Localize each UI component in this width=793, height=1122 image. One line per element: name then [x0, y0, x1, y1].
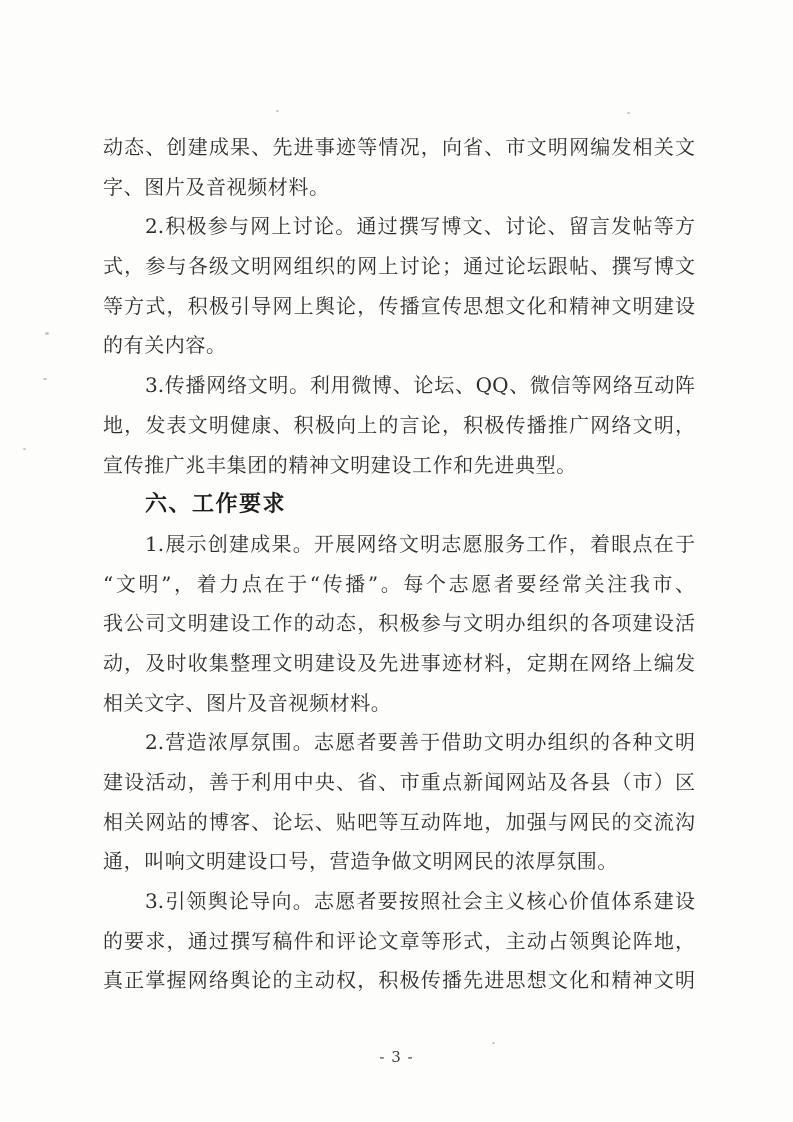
scan-speck	[43, 378, 47, 380]
scan-speck	[492, 1042, 495, 1044]
scan-speck	[45, 332, 49, 335]
text-line: 宣传推广兆丰集团的精神文明建设工作和先进典型。	[103, 452, 577, 477]
page-number: - 3 -	[379, 1048, 414, 1066]
text-line: 2.营造浓厚氛围。志愿者要善于借助文明办组织的各种文明	[145, 730, 695, 755]
text-line: 建设活动，善于利用中央、省、市重点新闻网站及各县（市）区	[103, 770, 695, 794]
text-line: 2.积极参与网上讨论。通过撰写博文、讨论、留言发帖等方	[145, 214, 695, 239]
text-line: 我公司文明建设工作的动态，积极参与文明办组织的各项建设活	[103, 611, 695, 636]
text-line: 3.引领舆论导向。志愿者要按照社会主义核心价值体系建设	[145, 889, 695, 914]
text-line: 真正掌握网络舆论的主动权，积极传播先进思想文化和精神文明	[103, 968, 695, 993]
text-line: 的要求，通过撰写稿件和评论文章等形式，主动占领舆论阵地，	[103, 928, 695, 953]
text-line: 动态、创建成果、先进事迹等情况，向省、市文明网编发相关文	[103, 135, 695, 159]
scan-speck	[276, 110, 279, 112]
text-line: 式，参与各级文明网组织的网上讨论；通过论坛跟帖、撰写博文	[103, 254, 695, 279]
text-line: 字、图片及音视频材料。	[103, 174, 330, 199]
section-heading: 六、工作要求	[145, 492, 287, 518]
text-line: “文明”，着力点在于“传播”。每个志愿者要经常关注我市、	[103, 571, 695, 596]
text-line: 动，及时收集整理文明建设及先进事迹材料，定期在网络上编发	[103, 650, 695, 675]
scan-speck	[627, 112, 630, 114]
text-line: 地，发表文明健康、积极向上的言论，积极传播推广网络文明，	[103, 412, 695, 437]
scan-speck	[23, 448, 26, 450]
text-line: 相关网站的博客、论坛、贴吧等互动阵地，加强与网民的交流沟	[103, 809, 695, 834]
text-line: 相关文字、图片及音视频材料。	[103, 690, 392, 715]
text-line: 的有关内容。	[103, 333, 227, 358]
text-line: 等方式，积极引导网上舆论，传播宣传思想文化和精神文明建设	[103, 293, 695, 318]
document-body	[103, 128, 695, 1001]
text-line: 通，叫响文明建设口号，营造争做文明网民的浓厚氛围。	[103, 849, 618, 874]
text-line: 1.展示创建成果。开展网络文明志愿服务工作，着眼点在于	[145, 531, 695, 556]
text-line: 3.传播网络文明。利用微博、论坛、QQ、微信等网络互动阵	[145, 373, 695, 398]
